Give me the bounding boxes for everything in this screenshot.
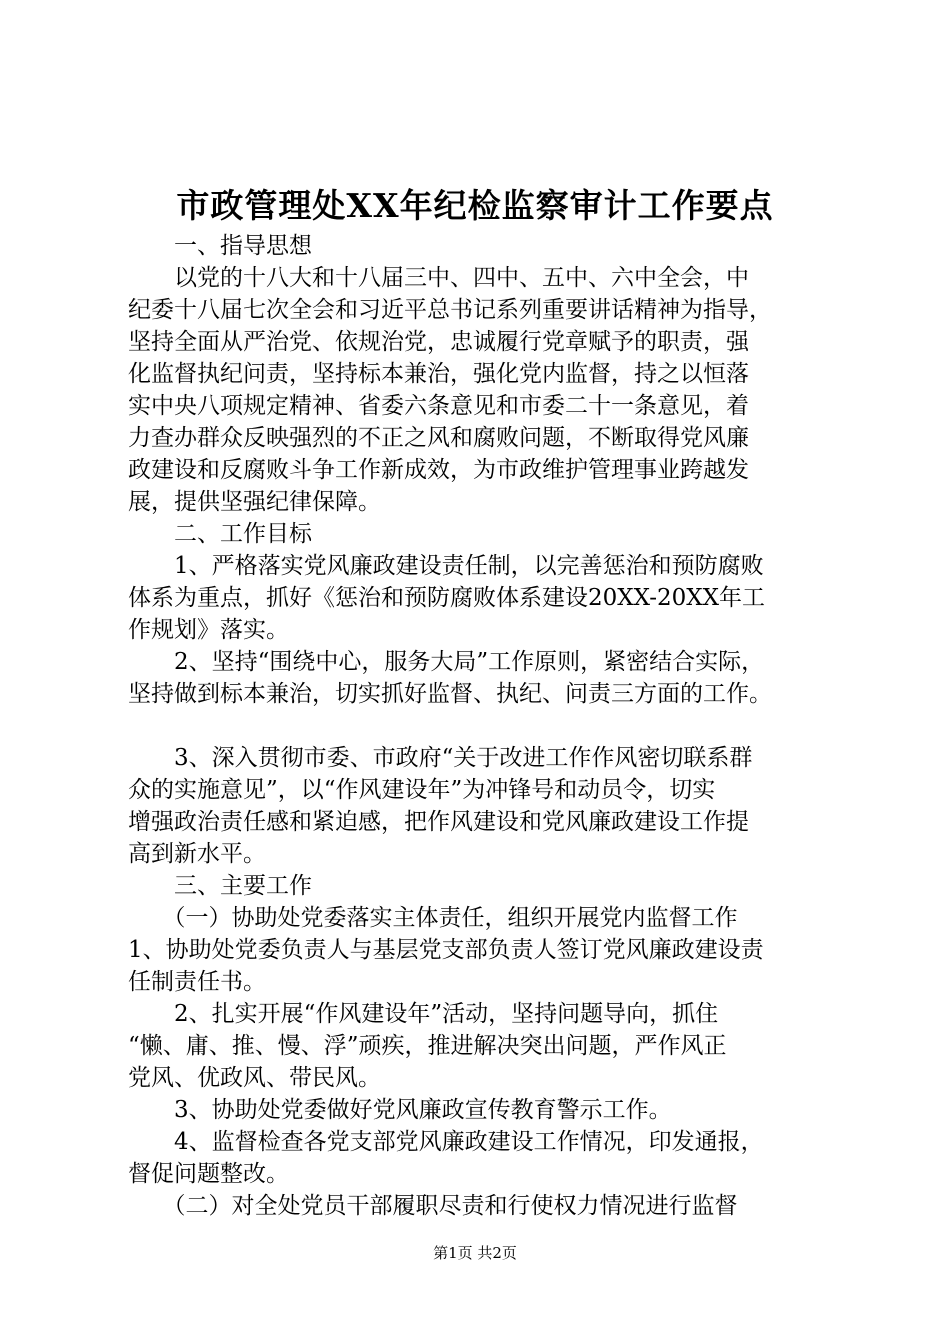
text-line: 作规划》落实。 <box>128 617 289 643</box>
text-line: 1、严格落实党风廉政建设责任制，以完善惩治和预防腐败 <box>128 553 764 579</box>
text-line: （一）协助处党委落实主体责任，组织开展党内监督工作 <box>128 905 738 931</box>
text-line: 增强政治责任感和紧迫感，把作风建设和党风廉政建设工作提 <box>128 809 749 835</box>
text-line: 体系为重点，抓好《惩治和预防腐败体系建设20XX-20XX年工 <box>128 585 765 611</box>
text-line: 实中央八项规定精神、省委六条意见和市委二十一条意见，着 <box>128 393 749 419</box>
text-line: 督促问题整改。 <box>128 1161 289 1187</box>
text-line: 2、扎实开展“作风建设年”活动，坚持问题导向，抓住 <box>128 1001 719 1027</box>
text-line: 1、协助处党委负责人与基层党支部负责人签订党风廉政建设责 <box>128 937 764 963</box>
text-line: 政建设和反腐败斗争工作新成效，为市政维护管理事业跨越发 <box>128 457 749 483</box>
page-footer: 第1页 共2页 <box>433 1244 517 1262</box>
text-line: “懒、庸、推、慢、浮”顽疾，推进解决突出问题，严作风正 <box>128 1033 727 1059</box>
document-title: 市政管理处XX年纪检监察审计工作要点 <box>176 186 774 225</box>
text-line: 三、主要工作 <box>128 873 312 899</box>
blank-line <box>128 710 840 742</box>
text-line: 纪委十八届七次全会和习近平总书记系列重要讲话精神为指导， <box>128 297 772 323</box>
text-line: 4、监督检查各党支部党风廉政建设工作情况，印发通报， <box>128 1129 764 1155</box>
text-line: 2、坚持“围绕中心，服务大局”工作原则，紧密结合实际， <box>128 649 765 675</box>
text-line: 坚持全面从严治党、依规治党，忠诚履行党章赋予的职责，强 <box>128 329 749 355</box>
text-line: 党风、优政风、带民风。 <box>128 1065 381 1091</box>
text-line: 一、指导思想 <box>128 233 312 259</box>
document-body <box>128 230 840 1222</box>
text-line: 任制责任书。 <box>128 969 266 995</box>
text-line: （二）对全处党员干部履职尽责和行使权力情况进行监督 <box>128 1193 738 1219</box>
text-line: 以党的十八大和十八届三中、四中、五中、六中全会，中 <box>128 265 749 291</box>
text-line: 高到新水平。 <box>128 841 266 867</box>
text-line: 众的实施意见”，以“作风建设年”为冲锋号和动员令，切实 <box>128 777 716 803</box>
text-line: 坚持做到标本兼治，切实抓好监督、执纪、问责三方面的工作。 <box>128 681 772 707</box>
text-line: 化监督执纪问责，坚持标本兼治，强化党内监督，持之以恒落 <box>128 361 749 387</box>
text-line: 展，提供坚强纪律保障。 <box>128 489 381 515</box>
text-line: 3、深入贯彻市委、市政府“关于改进工作作风密切联系群 <box>128 745 753 771</box>
text-line: 力查办群众反映强烈的不正之风和腐败问题，不断取得党风廉 <box>128 425 749 451</box>
text-line: 二、工作目标 <box>128 521 312 547</box>
text-line: 3、协助处党委做好党风廉政宣传教育警示工作。 <box>128 1097 672 1123</box>
